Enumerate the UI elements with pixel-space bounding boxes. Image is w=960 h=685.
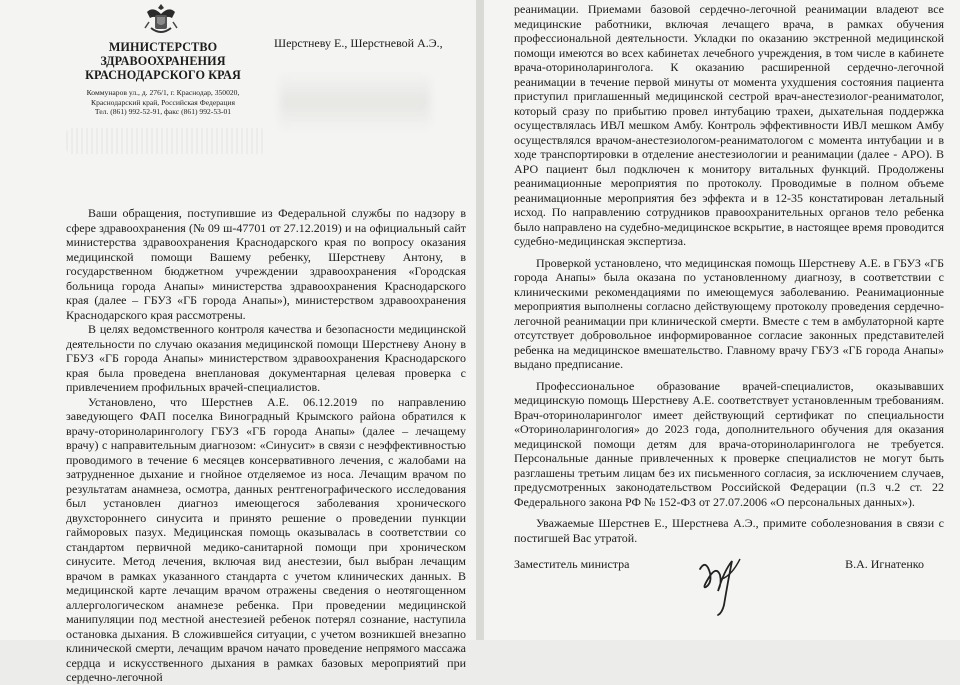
- body-paragraph: Ваши обращения, поступившие из Федеральной службы по надзору в сфере здравоохранения (№ 09 ш-47701 от 27.12.2019) и на официальный сайт министерства здравоохранения Краснодарского края по вопросу оказания медицинской помощи Вашему ребенку, Шерстневу Антону, в государственном бюджетном учреждении здравоохранения «Городская больница города Анапы» министерства здравоохранения Краснодарского края (далее – ГБУЗ «ГБ города Анапы»), министерством здравоохранения Краснодарского края рассмотрены.: [66, 206, 466, 322]
- address-line: Коммунаров ул., д. 276/1, г. Краснодар, 350020,: [86, 88, 240, 97]
- body-paragraph: Установлено, что Шерстнев А.Е. 06.12.2019 по направлению заведующего ФАП поселка Виноградный Крымского района обратился к врачу-оториноларингологу ГБУЗ «ГБ города Анапы» (далее – лечащему врачу) с направительным диагнозом: «Синусит» в связи с неэффективностью проводимого в течение 6 месяцев консервативного лечения, с жалобами на затрудненное дыхание и гнойное отделяемое из носа. Лечащим врачом по результатам анамнеза, осмотра, данных рентгенографического исследования был установлен диагноз имеющегося заболевания хронического двухстороннего синусита и принято решение о проведении пункции гайморовых пазух. Медицинская помощь оказывалась в соответствии со стандартом первичной медико-санитарной помощи при хроническом синусите. Метод лечения, включая вид анестезии, был выбран лечащим врачом в рамках указанного стандарта с учетом клинических данных. В медицинской карте лечащим врачом отражены сведения о неотягощенном аллергологическом анамнезе ребенка. При проведении медицинской манипуляции под местной анестезией ребенок потерял сознание, наступила остановка дыхания. В сложившейся ситуации, с учетом возникшей внезапно клинической смерти, лечащим врачом начато проведение непрямого массажа сердца и искусственного дыхания в рамках базовых мероприятий при сердечно-легочной: [66, 394, 466, 684]
- handwritten-signature: [692, 539, 752, 619]
- signer-name: В.А. Игнатенко: [845, 557, 924, 571]
- body-paragraph: Проверкой установлено, что медицинская помощь Шерстневу А.Е. в ГБУЗ «ГБ города Анапы» была оказана по установленному диагнозу, в соответствии с клиническими рекомендациями по имеющемуся заболеванию. Реанимационные мероприятия выполнены согласно действующему протоколу проведения сердечно-легочной реанимации при клинической смерти. Вместе с тем в амбулаторной карте отсутствует добровольное информированное согласие законных представителей ребенка на медицинское вмешательство. Главному врачу ГБУЗ «ГБ города Анапы» выдано предписание.: [514, 255, 944, 371]
- ministry-line: ЗДРАВООХРАНЕНИЯ: [100, 54, 226, 68]
- letter-body-right: [514, 2, 944, 545]
- coat-of-arms-icon: [143, 2, 179, 36]
- ministry-address: [63, 88, 263, 117]
- address-line: Тел. (861) 992-52-91, факс (861) 992-53-01: [94, 107, 232, 117]
- ministry-line: КРАСНОДАРСКОГО КРАЯ: [85, 68, 241, 82]
- recipients: Шерстневу Е., Шерстневой А.Э.,: [274, 36, 443, 50]
- page-gutter: [476, 0, 484, 640]
- body-paragraph: Профессиональное образование врачей-специалистов, оказывавших медицинскую помощь Шерстневу А.Е. соответствует установленным требованиям. Врач-оториноларинголог имеет действующий сертификат по специальности «Оториноларингология» до 2023 года, дополнительного обучения для оказания медицинской помощи детям для врача-оториноларинголога не требуется. Персональные данные привлеченных к проверке специалистов не могут быть разглашены третьим лицам без их письменного согласия, за исключением случаев, предусмотренных законодательством Российской Федерации (п.3 ч.2 ст. 22 Федерального закона РФ № 152-ФЗ от 27.07.2006 «О персональных данных»).: [514, 378, 944, 509]
- address-line: Краснодарский край, Российская Федерация: [91, 97, 235, 107]
- body-paragraph: Уважаемые Шерстнев Е., Шерстнева А.Э., примите соболезнования в связи с постигшей Вас утратой.: [514, 516, 944, 545]
- signer-title: Заместитель министра: [514, 557, 630, 571]
- letter-page-right: [484, 0, 960, 640]
- ministry-line: МИНИСТЕРСТВО: [108, 40, 218, 54]
- letter-page-left: [0, 0, 476, 684]
- redacted-area: [280, 72, 430, 132]
- signature-block: [514, 557, 924, 617]
- body-paragraph: В целях ведомственного контроля качества и безопасности медицинской деятельности по случаю оказания медицинской помощи Шерстневу Анону в ГБУЗ «ГБ города Анапы» министерством здравоохранения Краснодарского края была проведена внеплановая документарная целевая проверка с привлечением профильных врачей-специалистов.: [66, 322, 466, 394]
- ministry-name: [78, 40, 248, 82]
- letter-body-left: [66, 206, 466, 685]
- registration-stamp-area: [66, 128, 266, 154]
- body-paragraph: реанимации. Приемами базовой сердечно-легочной реанимации владеют все медицинские работники, включая лечащего врача, в рамках обучения профессиональной деятельности. Укладки по оказанию экстренной медицинской помощи имеются во всех кабинетах лечебного учреждения, в том числе в кабинете врача-оториноларинголога. К оказанию расширенной сердечно-легочной реанимации в течение первой минуты от момента ухудшения состояния пациента приступил приглашенный медицинской сестрой врач-анестезиолог-реаниматолог, который сразу по прибытию провел интубацию трахеи, дыхательная поддержка осуществлялась ИВЛ мешком Амбу. Контроль эффективности ИВЛ мешком Амбу осуществлялся врачом-анестезиологом-реаниматологом с момента интубации и в ходе транспортировки в отделение анестезиологии и реанимации (далее - АРО). В АРО пациент был подключен к монитору витальных функций. Продолжены реанимационные мероприятия по протоколу. Проводимые в полном объеме реанимационные мероприятия без эффекта и в 12-35 констатирован летальный исход. По направлению сотрудников правоохранительных органов тело ребенка было направлено на судебно-медицинское вскрытие, в настоящее время проводится судебно-медицинская экспертиза.: [514, 2, 944, 248]
